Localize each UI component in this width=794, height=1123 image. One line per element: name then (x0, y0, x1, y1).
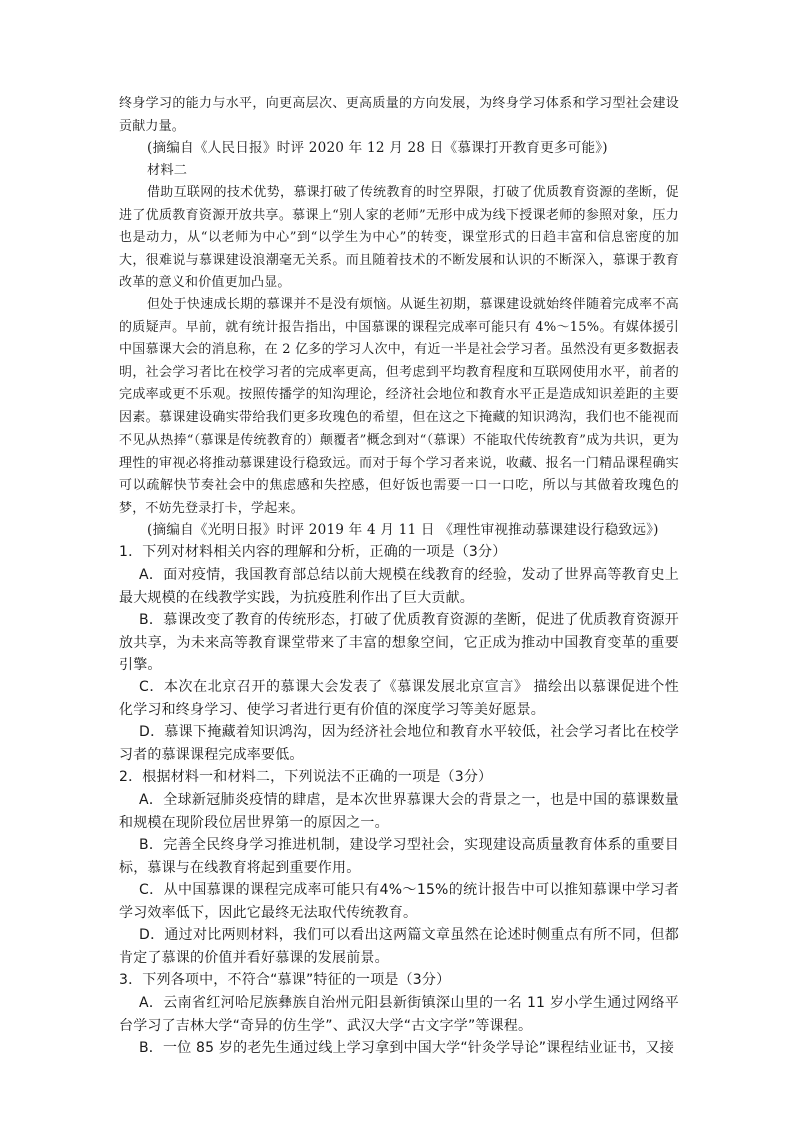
question-2-option-a: A．全球新冠肺炎疫情的肆虐，是本次世界慕课大会的背景之一，也是中国的慕课数量和规模在现阶段位居世界第一的原因之一。 (119, 792, 679, 831)
material2-paragraph-1: 借助互联网的技术优势，慕课打破了传统教育的时空界限，打破了优质教育资源的垄断，促进了优质教育资源开放共享。慕课上“别人家的老师”无形中成为线下授课老师的参照对象，压力也是动力，从“以老师为中心”到“以学生为中心”的转变，课堂形式的日趋丰富和信息密度的加大，很难说与慕课建设浪潮毫无关系。而且随着技术的不断发展和认识的不断深入，慕课于教育改革的意义和价值更加凸显。 (119, 185, 679, 291)
source-citation-1: (摘编自《人民日报》时评 2020 年 12 月 28 日《慕课打开教育更多可能》) (147, 140, 608, 156)
material1-tail: 终身学习的能力与水平，向更高层次、更高质量的方向发展，为终身学习体系和学习型社会建设贡献力量。 (119, 96, 679, 134)
source-citation-2: (摘编自《光明日报》时评 2019 年 4 月 11 日 《理性审视推动慕课建设行稳致远》) (147, 522, 659, 538)
material2-paragraph-3: 从热捧“（慕课是传统教育的）颠覆者”概念到对“（慕课）不能取代传统教育”成为共识，更为理性的审视必将推动慕课建设行稳致远。而对于每个学习者来说，收藏、报名一门精品课程确实可以疏解快节奏社会中的焦虑感和失控感，但好饭也需要一口一口吃，所以与其做着玫瑰色的梦，不妨先登录打卡，学起来。 (119, 433, 679, 516)
question-1-option-a: A．面对疫情，我国教育部总结以前大规模在线教育的经验，发动了世界高等教育史上最大规模的在线教学实践，为抗疫胜利作出了巨大贡献。 (119, 567, 679, 606)
question-3-stem: 3．下列各项中，不符合“慕课”特征的一项是（3分） (119, 972, 451, 988)
question-1-option-c: C．本次在北京召开的慕课大会发表了《慕课发展北京宣言》 描绘出以慕课促进个性化学习和终身学习、使学习者进行更有价值的深度学习等美好愿景。 (119, 679, 679, 718)
question-2-stem: 2．根据材料一和材料二，下列说法不正确的一项是（3分） (119, 769, 493, 785)
question-1-stem: 1．下列对材料相关内容的理解和分析，正确的一项是（3分） (119, 544, 507, 560)
question-2-option-d: D．通过对比两则材料，我们可以看出这两篇文章虽然在论述时侧重点有所不同，但都肯定了慕课的价值并看好慕课的发展前景。 (119, 927, 679, 966)
material2-label: 材料二 (147, 163, 188, 178)
question-3-option-a: A．云南省红河哈尼族彝族自治州元阳县新街镇深山里的一名 11 岁小学生通过网络平台学习了吉林大学“奇异的仿生学”、武汉大学“古文字学”等课程。 (119, 995, 679, 1034)
question-1-option-b: B．慕课改变了教育的传统形态，打破了优质教育资源的垄断，促进了优质教育资源开放共享，为未来高等教育课堂带来了丰富的想象空间，它正成为推动中国教育变革的重要引擎。 (119, 612, 679, 674)
question-2-option-c: C．从中国慕课的课程完成率可能只有4%～15%的统计报告中可以推知慕课中学习者学习效率低下，因此它最终无法取代传统教育。 (119, 882, 679, 921)
question-3-option-b: B．一位 85 岁的老先生通过线上学习拿到中国大学“针灸学导论”课程结业证书，又接 (139, 1040, 675, 1056)
material2-paragraph-2: 但处于快速成长期的慕课并不是没有烦恼。从诞生初期，慕课建设就始终伴随着完成率不高的质疑声。早前，就有统计报告指出，中国慕课的课程完成率可能只有 4%～15%。有媒体援引中国慕课大会的消息称，在 2 亿多的学习人次中，有近一半是社会学习者。虽然没有更多数据表明，社会学习者比在校学习者的完成率更高，但考虑到平均教育程度和互联网使用水平，前者的完成率或更不乐观。按照传播学的知沟理论，经济社会地位和教育水平正是造成知识差距的主要因素。慕课建设确实带给我们更多玫瑰色的希望，但在这之下掩藏的知识鸿沟，我们也不能视而不见。 (119, 297, 679, 448)
question-1-option-d: D．慕课下掩藏着知识鸿沟，因为经济社会地位和教育水平较低，社会学习者比在校学习者的慕课课程完成率要低。 (119, 724, 679, 763)
question-2-option-b: B．完善全民终身学习推进机制，建设学习型社会，实现建设高质量教育体系的重要目标，慕课与在线教育将起到重要作用。 (119, 837, 679, 876)
